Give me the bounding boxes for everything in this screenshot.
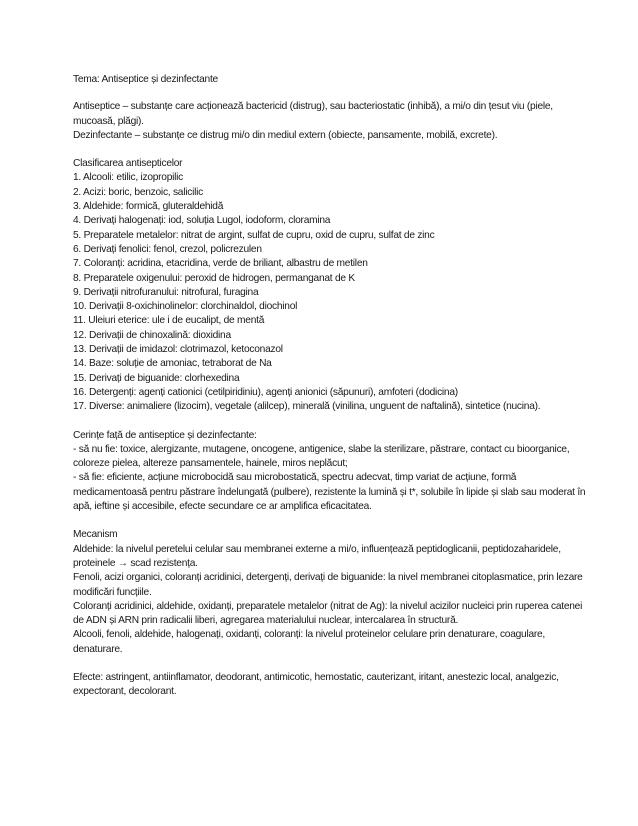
classification-item: 7. Coloranți: acridina, etacridina, verde de briliant, albastru de metilen [73, 258, 368, 270]
classification-heading: Clasificarea antisepticelor [73, 158, 183, 170]
definition-antiseptice: Antiseptice – substanțe care acționează bactericid (distrug), sau bacteriostatic (inhibă), a mi/o din țesut viu (piele, mucoasă, plăgi). [73, 101, 556, 127]
requirements-item: - să fie: eficiente, acțiune microbocidă sau microbostatică, spectru adecvat, timp variat de acțiune, formă medicamentoasă pentru păstrare îndelungată (pulbere), rezistente la lumină și t*, solubile în lipide și slab sau moderat în apă, ieftine și accesibile, efecte secundare ce ar amplifica eficacitatea. [73, 472, 588, 513]
mechanism-item: Coloranți acridinici, aldehide, oxidanți, preparatele metalelor (nitrat de Ag): la nivelul acizilor nucleici prin ruperea catenei de ADN și ARN prin radicalii liberi, agregarea materialului nuclear, intercalarea în structură. [73, 600, 585, 627]
classification-item: 6. Derivați fenolici: fenol, crezol, policrezulen [73, 243, 262, 255]
requirements-item: - să nu fie: toxice, alergizante, mutagene, oncogene, antigenice, slabe la sterilizare, păstrare, contact cu bioorganice, coloreze pielea, altereze pansamentele, hainele, miros neplăcut; [73, 443, 573, 470]
classification-item: 5. Preparatele metalelor: nitrat de argint, sulfat de cupru, oxid de cupru, sulfat de zinc [73, 229, 435, 241]
mechanism-section [73, 528, 590, 657]
mechanism-heading: Mecanism [73, 529, 118, 541]
classification-item: 15. Derivați de biguanide: clorhexedina [73, 372, 240, 384]
requirements-heading: Cerințe față de antiseptice și dezinfectante: [73, 429, 257, 441]
classification-item: 9. Derivații nitrofuranului: nitrofural, furagina [73, 286, 259, 298]
mechanism-item: Fenoli, acizi organici, coloranți acridinici, detergenți, derivați de biguanide: la nivel membranei citoplasmatice, prin lezare modificări funcțiile. [73, 572, 586, 598]
classification-item: 11. Uleiuri eterice: ule i de eucalipt, de mentă [73, 315, 265, 327]
document-title: Tema: Antiseptice și dezinfectante [73, 74, 218, 85]
classification-section [73, 157, 590, 414]
classification-item: 2. Acizi: boric, benzoic, salicilic [73, 186, 203, 198]
definitions-section [73, 100, 590, 143]
classification-item: 17. Diverse: animaliere (lizocim), vegetale (alilcep), minerală (vinilina, unguent de naftalină), sintetice (nucina). [73, 401, 541, 413]
classification-item: 14. Baze: soluție de amoniac, tetraborat de Na [73, 358, 272, 370]
effects-section [73, 671, 590, 700]
classification-item: 16. Detergenți: agenți cationici (cetilpiridiniu), agenți anionici (săpunuri), amfoteri (dodicina) [73, 386, 458, 398]
classification-item: 13. Derivații de imidazol: clotrimazol, ketoconazol [73, 344, 283, 356]
effects-paragraph: Efecte: astringent, antiinflamator, deodorant, antimicotic, hemostatic, cauterizant, iritant, anestezic local, analgezic, expectorant, decolorant. [73, 671, 562, 698]
classification-item: 8. Preparatele oxigenului: peroxid de hidrogen, permanganat de K [73, 272, 355, 284]
definition-dezinfectante: Dezinfectante – substanțe ce distrug mi/o din mediul extern (obiecte, pansamente, mobilă, excrete). [73, 129, 498, 141]
classification-item: 1. Alcooli: etilic, izopropilic [73, 172, 184, 184]
classification-item: 3. Aldehide: formică, gluteraldehidă [73, 201, 224, 213]
classification-item: 4. Derivați halogenați: iod, soluția Lugol, iodoform, cloramina [73, 215, 331, 227]
classification-item: 10. Derivații 8-oxichinolinelor: clorchinaldol, diochinol [73, 301, 298, 313]
classification-item: 12. Derivații de chinoxalină: dioxidina [73, 329, 231, 341]
mechanism-item: Aldehide: la nivelul peretelui celular sau membranei externe a mi/o, influențează peptidoglicanii, peptidozaharidele, proteinele → scad rezistența. [73, 543, 564, 569]
requirements-section [73, 429, 590, 515]
mechanism-item: Alcooli, fenoli, aldehide, halogenați, oxidanți, coloranți: la nivelul proteinelor celulare prin denaturare, coagulare, denaturare. [73, 629, 548, 655]
